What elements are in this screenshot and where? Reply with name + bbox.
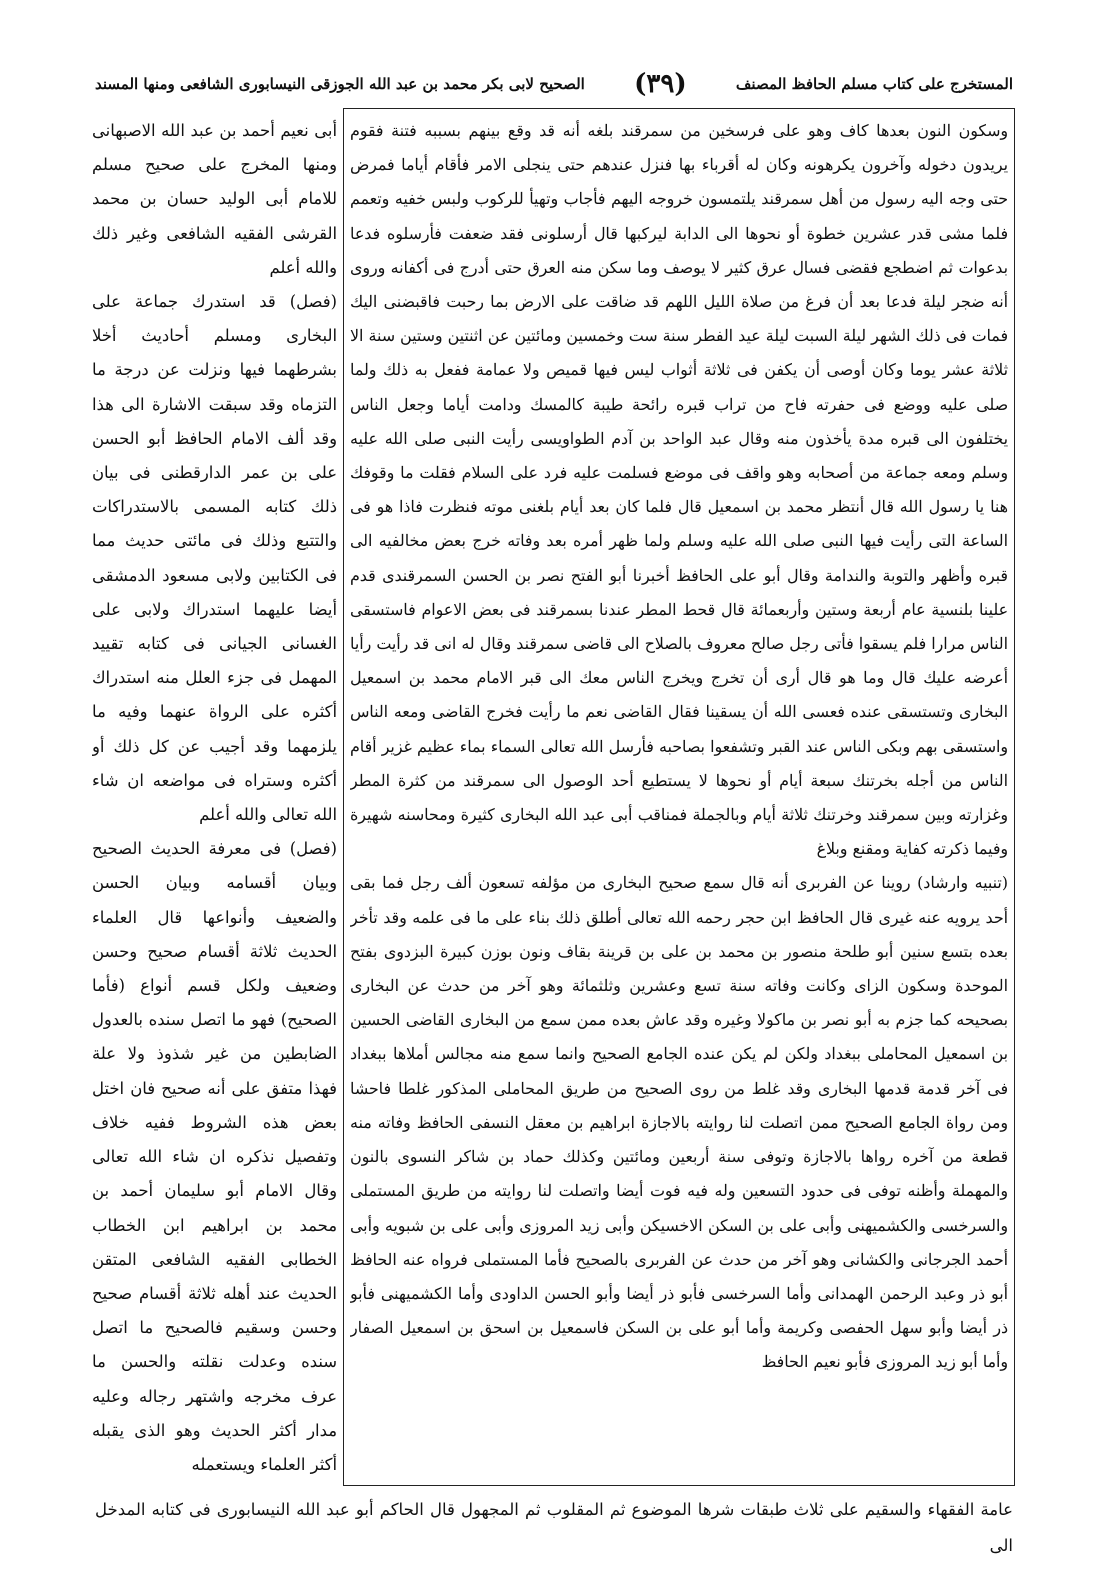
left-running-title: المستخرج على كتاب مسلم الحافظ المصنف	[735, 75, 1013, 93]
margin-paragraph: أبى نعيم أحمد بن عبد الله الاصبهانى ومنها المخرج على صحيح مسلم للامام أبى الوليد حسان بن محمد القرشى الفقيه الشافعى وغير ذلك والله أعلم	[92, 121, 337, 277]
margin-text-column	[92, 114, 337, 1486]
footer-text	[95, 1492, 1013, 1568]
main-paragraph: وسكون النون بعدها كاف وهو على فرسخين من سمرقند بلغه أنه قد وقع بينهم بسببه فتنة فقوم يريدون دخوله وآخرون يكرهونه وكان له أقرباء بها فنزل عندهم حتى ينجلى الامر فأقام أياما فمرض حتى وجه اليه رسول من أهل سمرقند يلتمسون خروجه اليهم فأجاب وتهيأ للركوب ولبس خفيه وتعمم فلما مشى قدر عشرين خطوة أو نحوها الى الدابة ليركبها قال أرسلونى فقد ضعفت فأرسلوه فدعا بدعوات ثم اضطجع فقضى فسال عرق كثير لا يوصف وما سكن منه العرق حتى أدرج فى أكفانه وروى أنه ضجر ليلة فدعا بعد أن فرغ من صلاة الليل اللهم قد ضاقت على الارض بما رحبت فاقبضنى اليك فمات فى ذلك الشهر ليلة السبت ليلة عيد الفطر سنة ست وخمسين ومائتين عن اثنتين وستين سنة الا ثلاثة عشر يوما وكان أوصى أن يكفن فى ثلاثة أثواب ليس فيها قميص ولا عمامة ففعل به ذلك ولما صلى عليه ووضع فى حفرته فاح من تراب قبره رائحة طيبة كالمسك ودامت أياما وجعل الناس يختلفون الى قبره مدة يأخذون منه وقال عبد الواحد بن آدم الطواويسى رأيت النبى صلى الله عليه وسلم ومعه جماعة من أصحابه وهو واقف فى موضع فسلمت عليه فرد على السلام فقلت ما وقوفك هنا يا رسول الله قال أنتظر محمد بن اسمعيل قال فلما كان بعد أيام بلغنى موته فنظرت فاذا هو فى الساعة التى رأيت فيها النبى صلى الله عليه وسلم ولما ظهر أمره بعد وفاته خرج بعض مخالفيه الى قبره وأظهر والتوبة والندامة وقال أبو على الحافظ أخبرنا أبو الفتح نصر بن الحسن السمرقندى قدم علينا بلنسية عام أربعة وستين وأربعمائة قال قحط المطر عندنا بسمرقند فى بعض الاعوام فاستسقى الناس مرارا فلم يسقوا فأتى رجل صالح معروف بالصلاح الى قاضى سمرقند وقال له انى قد رأيت رأيا أعرضه عليك قال وما هو قال أرى أن تخرج ويخرج الناس معك الى قبر الامام محمد بن اسمعيل البخارى وتستسقى عنده فعسى الله أن يسقينا فقال القاضى نعم ما رأيت فخرج القاضى ومعه الناس واستسقى بهم وبكى الناس عند القبر وتشفعوا بصاحبه فأرسل الله تعالى السماء بماء عظيم غزير أقام الناس من أجله بخرتنك سبعة أيام أو نحوها لا يستطيع أحد الوصول الى سمرقند من كثرة المطر وغزارته وبين سمرقند وخرتنك ثلاثة أيام وبالجملة فمناقب أبى عبد الله البخارى كثيرة ومحاسنه شهيرة وفيما ذكرته كفاية ومقنع وبلاغ	[350, 121, 1008, 859]
footer-paragraph: عامة الفقهاء والسقيم على ثلاث طبقات شرها الموضوع ثم المقلوب ثم المجهول قال الحاكم أبو عبد الله النيسابورى فى كتابه المدخل الى	[95, 1500, 1013, 1555]
margin-paragraph: (فصل) قد استدرك جماعة على البخارى ومسلم أحاديث أخلا بشرطهما فيها ونزلت عن درجة ما التزماه وقد سبقت الاشارة الى هذا وقد ألف الامام الحافظ أبو الحسن على بن عمر الدارقطنى فى بيان ذلك كتابه المسمى بالاستدراكات والتتبع وذلك فى مائتى حديث مما فى الكتابين ولابى مسعود الدمشقى أيضا عليهما استدراك ولابى على الغسانى الجيانى فى كتابه تقييد المهمل فى جزء العلل منه استدراك أكثره على الرواة عنهما وفيه ما يلزمهما وقد أجيب عن كل ذلك أو أكثره وستراه فى مواضعه ان شاء الله تعالى والله أعلم	[92, 292, 337, 825]
margin-paragraph: (فصل) فى معرفة الحديث الصحيح وبيان أقسامه وبيان الحسن والضعيف وأنواعها قال العلماء الحديث ثلاثة أقسام صحيح وحسن وضعيف ولكل قسم أنواع (فأما الصحيح) فهو ما اتصل سنده بالعدول الضابطين من غير شذوذ ولا علة فهذا متفق على أنه صحيح فان اختل بعض هذه الشروط ففيه خلاف وتفصيل نذكره ان شاء الله تعالى وقال الامام أبو سليمان أحمد بن محمد بن ابراهيم ابن الخطاب الخطابى الفقيه الشافعى المتقن الحديث عند أهله ثلاثة أقسام صحيح وحسن وسقيم فالصحيح ما اتصل سنده وعدلت نقلته والحسن ما عرف مخرجه واشتهر رجاله وعليه مدار أكثر الحديث وهو الذى يقبله أكثر العلماء ويستعمله	[92, 839, 337, 1474]
main-paragraph: (تنبيه وارشاد) روينا عن الفربرى أنه قال سمع صحيح البخارى من مؤلفه تسعون ألف رجل فما بقى أحد يرويه عنه غيرى قال الحافظ ابن حجر رحمه الله تعالى أطلق ذلك بناء على ما فى علمه وقد تأخر بعده بتسع سنين أبو طلحة منصور بن محمد بن على بن قرينة بقاف ونون بوزن كبيرة البزدوى بفتح الموحدة وسكون الزاى وكانت وفاته سنة تسع وعشرين وثلثمائة وهو آخر من حدث عن البخارى بصحيحه كما جزم به أبو نصر بن ماكولا وغيره وقد عاش بعده ممن سمع من البخارى القاضى الحسين بن اسمعيل المحاملى ببغداد ولكن لم يكن عنده الجامع الصحيح وانما سمع منه مجالس أملاها ببغداد فى آخر قدمة قدمها البخارى وقد غلط من روى الصحيح من طريق المحاملى المذكور غلطا فاحشا ومن رواة الجامع الصحيح ممن اتصلت لنا روايته بالاجازة ابراهيم بن معقل النسفى الحافظ وفاته منه قطعة من آخره رواها بالاجازة وتوفى سنة أربعين ومائتين وكذلك حماد بن شاكر النسوى بالنون والمهملة وأظنه توفى فى حدود التسعين وله فيه فوت أيضا واتصلت لنا روايته من طريق المستملى والسرخسى والكشميهنى وأبى على بن السكن الاخسيكن وأبى زيد المروزى وأبى على بن شبويه وأبى أحمد الجرجانى والكشانى وهو آخر من حدث عن الفربرى بالصحيح فأما المستملى فرواه عنه الحافظ أبو ذر وعبد الرحمن الهمدانى وأما السرخسى فأبو ذر أيضا وأبو الحسن الداودى وأما الكشميهنى فأبو ذر أيضا وأبو سهل الحفصى وكريمة وأما أبو على بن السكن فاسمعيل بن اسحق بن اسمعيل الصفار وأما أبو زيد المروزى فأبو نعيم الحافظ	[350, 873, 1008, 1372]
main-text-column	[350, 114, 1008, 1484]
page-number: (٣٩)	[634, 69, 687, 99]
right-running-title: الصحيح لابى بكر محمد بن عبد الله الجوزقى النيسابورى الشافعى ومنها المسند	[95, 75, 585, 93]
running-header	[95, 62, 1013, 106]
